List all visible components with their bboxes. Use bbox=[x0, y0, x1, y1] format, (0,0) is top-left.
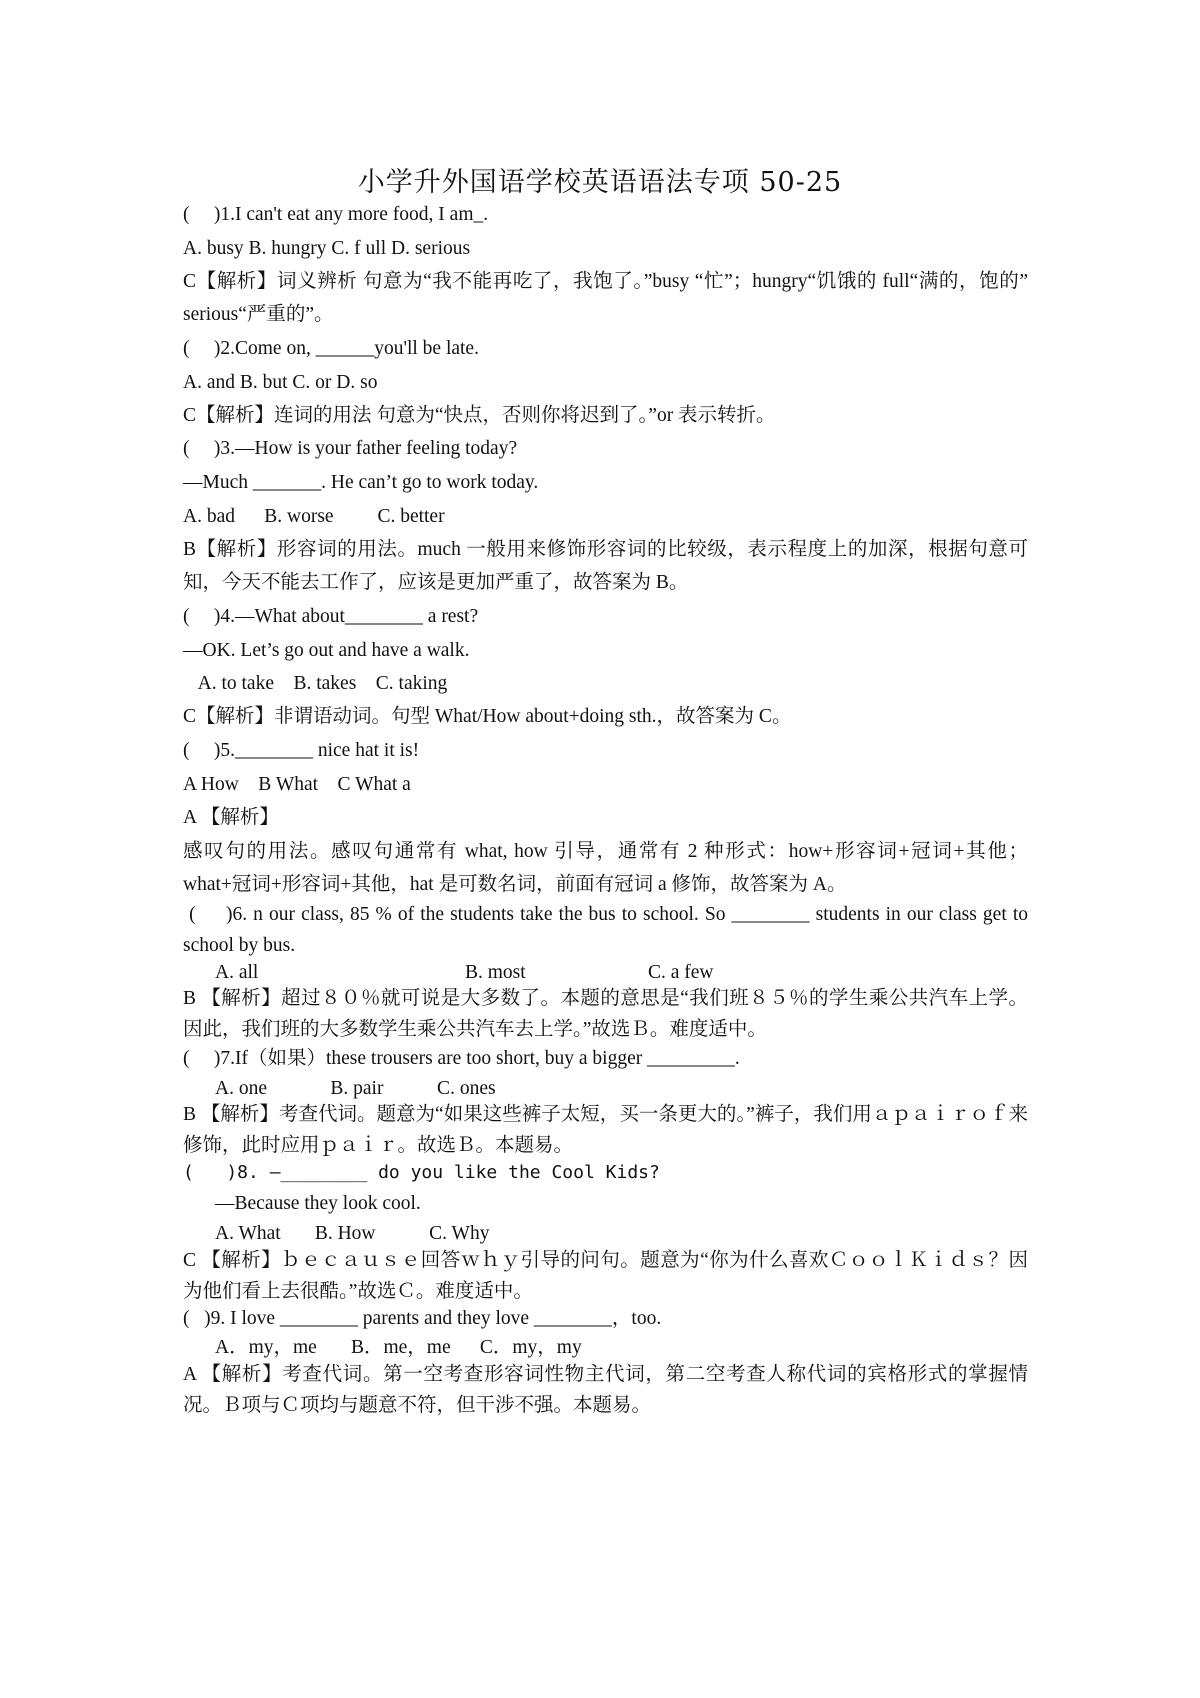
question-2-options: A. and B. but C. or D. so bbox=[183, 372, 378, 393]
question-6-option-a: A. all bbox=[215, 962, 259, 983]
question-6-option-c: C. a few bbox=[648, 962, 714, 983]
question-9-options: A．my，me B．me，me C．my，my bbox=[215, 1337, 582, 1358]
question-5-answer-heading: A 【解析】 bbox=[183, 807, 279, 828]
question-3-options: A. bad B. worse C. better bbox=[183, 506, 445, 527]
question-8-answer: C 【解析】ｂｅｃａｕｓｅ回答ｗｈｙ引导的问句。题意为“你为什么喜欢ＣｏｏｌＫｉｄｓ？因为他们看上去很酷。”故选Ｃ。难度适中。 bbox=[183, 1250, 1028, 1302]
page-title: 小学升外国语学校英语语法专项 50-25 bbox=[357, 167, 843, 198]
question-2: ( )2.Come on, ______you'll be late. bbox=[183, 338, 479, 359]
question-7-options: A. one B. pair C. ones bbox=[215, 1078, 496, 1099]
question-5-options: A How B What C What a bbox=[183, 774, 411, 795]
question-8: ( )8. —________ do you like the Cool Kids? bbox=[183, 1162, 660, 1183]
question-7-answer: B 【解析】考查代词。题意为“如果这些裤子太短，买一条更大的。”裤子，我们用ａｐａｉｒｏｆ来修饰，此时应用ｐａｉｒ。故选Ｂ。本题易。 bbox=[183, 1104, 1028, 1156]
question-6-answer: B 【解析】超过８０％就可说是大多数了。本题的意思是“我们班８５％的学生乘公共汽车上学。因此，我们班的大多数学生乘公共汽车去上学。”故选Ｂ。难度适中。 bbox=[183, 988, 1028, 1040]
question-3: ( )3.—How is your father feeling today? bbox=[183, 438, 518, 459]
question-2-answer: C【解析】连词的用法 句意为“快点，否则你将迟到了。”or 表示转折。 bbox=[183, 405, 776, 426]
question-4-line-2: —OK. Let’s go out and have a walk. bbox=[183, 640, 470, 661]
question-4-answer: C【解析】非谓语动词。句型 What/How about+doing sth.，故答案为 C。 bbox=[183, 706, 792, 727]
question-6: ( )6. n our class, 85 % of the students take the bus to school. So ________ students in our class get to school by bus. bbox=[183, 904, 1028, 956]
question-1: ( )1.I can't eat any more food, I am_. bbox=[183, 204, 489, 225]
question-1-answer: C【解析】词义辨析 句意为“我不能再吃了，我饱了。”busy “忙”；hungry“饥饿的 full“满的，饱的” serious“严重的”。 bbox=[183, 271, 1028, 325]
question-6-option-b: B. most bbox=[465, 962, 526, 983]
question-5-answer: 感叹句的用法。感叹句通常有 what, how 引导，通常有 2 种形式：how+形容词+冠词+其他；what+冠词+形容词+其他，hat 是可数名词，前面有冠词 a 修饰，故答案为 A。 bbox=[183, 841, 1028, 895]
question-4-options: A. to take B. takes C. taking bbox=[183, 673, 448, 694]
question-3-answer: B【解析】形容词的用法。much 一般用来修饰形容词的比较级，表示程度上的加深，根据句意可知，今天不能去工作了，应该是更加严重了，故答案为 B。 bbox=[183, 539, 1028, 593]
question-1-options: A. busy B. hungry C. f ull D. serious bbox=[183, 238, 471, 259]
question-7: ( )7.If（如果）these trousers are too short, buy a bigger _________. bbox=[183, 1048, 740, 1069]
question-3-line-2: —Much _______. He can’t go to work today. bbox=[183, 472, 539, 493]
question-9: ( )9. I love ________ parents and they love ________，too. bbox=[183, 1308, 662, 1329]
question-8-options: A. What B. How C. Why bbox=[215, 1223, 490, 1244]
question-9-answer: A 【解析】考查代词。第一空考查形容词性物主代词，第二空考查人称代词的宾格形式的掌握情况。Ｂ项与Ｃ项均与题意不符，但干涉不强。本题易。 bbox=[183, 1364, 1028, 1416]
question-5: ( )5.________ nice hat it is! bbox=[183, 740, 420, 761]
question-4: ( )4.—What about________ a rest? bbox=[183, 606, 479, 627]
question-8-line-2: —Because they look cool. bbox=[215, 1193, 421, 1214]
